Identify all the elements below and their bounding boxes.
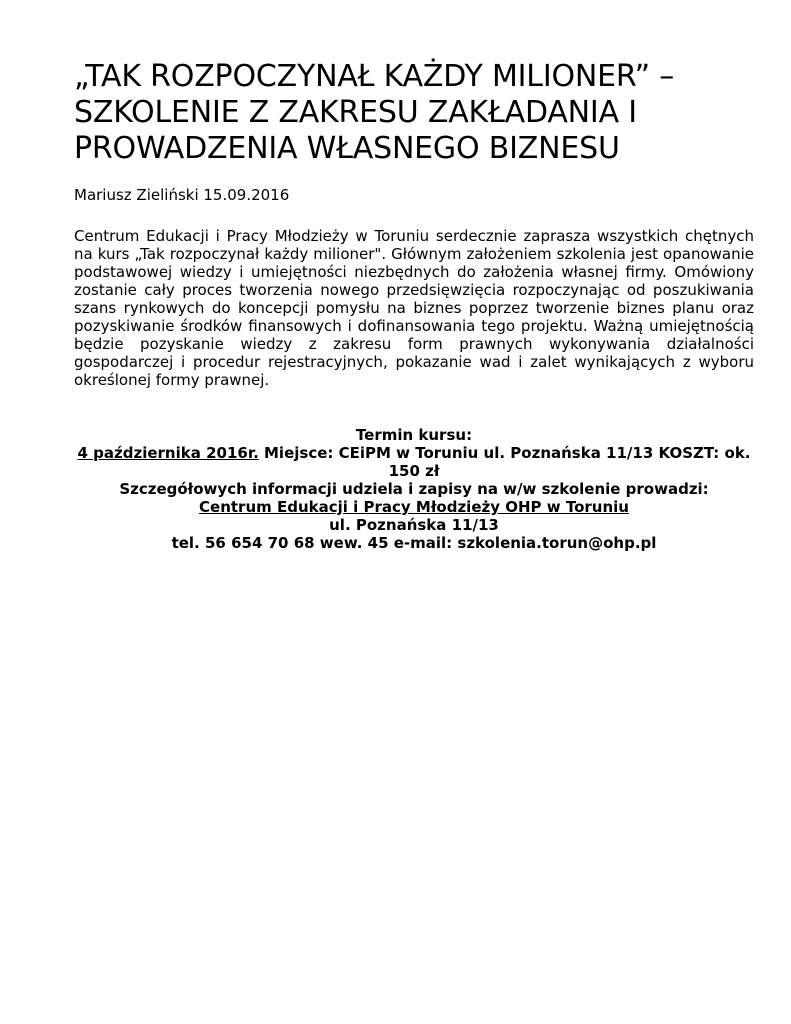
organizer-address: ul. Poznańska 11/13 — [329, 516, 499, 534]
organizer-name: Centrum Edukacji i Pracy Młodzieży OHP w Toruniu — [199, 498, 629, 516]
document-page — [74, 0, 754, 552]
term-label: Termin kursu: — [355, 426, 473, 444]
title-line-1: „TAK ROZPOCZYNAŁ KAŻDY MILIONER” – — [74, 59, 675, 94]
title-line-3: PROWADZENIA WŁASNEGO BIZNESU — [74, 131, 620, 166]
title-line-2: SZKOLENIE Z ZAKRESU ZAKŁADANIA I — [74, 95, 637, 130]
organizer-line — [74, 498, 754, 516]
article-body: Centrum Edukacji i Pracy Młodzieży w Toruniu serdecznie zaprasza wszystkich chętnych na kurs „Tak rozpoczynał każdy milioner". Głównym założeniem szkolenia jest opanowanie podstawowej wiedzy i umiejętności niezbędnych do założenia własnej firmy. Omówiony zostanie cały proces tworzenia nowego przedsięwzięcia rozpoczynając od poszukiwania szans rynkowych do koncepcji pomysłu na biznes poprzez tworzenie biznes planu oraz pozyskiwanie środków finansowych i dofinansowania tego projektu. Ważną umiejętnością będzie pozyskanie wiedzy z zakresu form prawnych wykonywania działalności gospodarczej i procedur rejestracyjnych, pokazanie wad i zalet wynikających z wyboru określonej formy prawnej. — [74, 227, 754, 389]
course-date: 4 października 2016r. — [77, 444, 259, 462]
date-place-cost — [74, 444, 754, 480]
contact-line: tel. 56 654 70 68 wew. 45 e-mail: szkolenia.torun@ohp.pl — [171, 534, 657, 552]
author-date: Mariusz Zieliński 15.09.2016 — [74, 186, 290, 204]
page-title — [74, 0, 754, 167]
info-label: Szczegółowych informacji udziela i zapisy na w/w szkolenie prowadzi: — [119, 480, 709, 498]
place-and-cost: Miejsce: CEiPM w Toruniu ul. Poznańska 11/13 KOSZT: ok. 150 zł — [258, 444, 751, 480]
course-details — [74, 426, 754, 552]
